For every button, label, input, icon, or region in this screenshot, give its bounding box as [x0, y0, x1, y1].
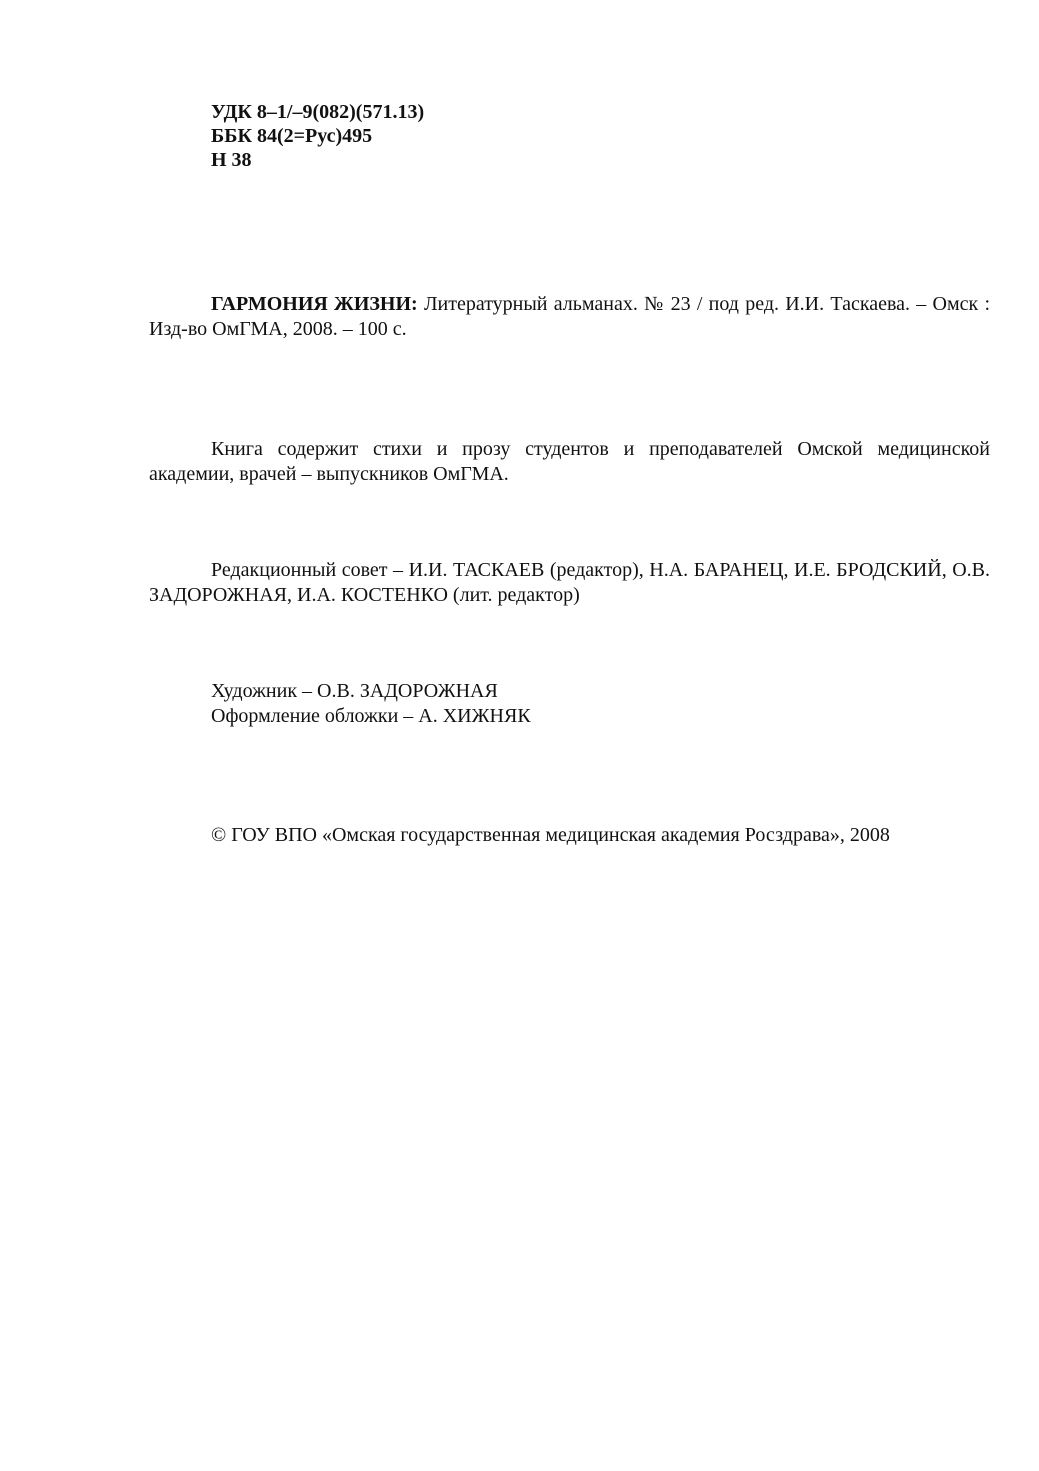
- author-mark: Н 38: [211, 149, 252, 171]
- book-description: Книга содержит стихи и прозу студентов и преподавателей Омской медицинской академии, врачей – выпускников ОмГМА.: [149, 438, 990, 485]
- udk-code: УДК 8–1/–9(082)(571.13): [211, 101, 425, 123]
- artist-credit: Художник – О.В. ЗАДОРОЖНАЯ: [211, 680, 498, 702]
- book-title: ГАРМОНИЯ ЖИЗНИ:: [211, 293, 418, 315]
- bibliographic-record: [149, 292, 990, 342]
- credits: [211, 679, 531, 729]
- classification-codes: [211, 100, 424, 172]
- bbk-code: ББК 84(2=Рус)495: [211, 125, 373, 147]
- bibliographic-details: Литературный альманах. № 23 / под ред. И.И. Таскаева. – Омск : Изд-во ОмГМА, 2008. – 100 с.: [149, 293, 990, 340]
- cover-design-credit: Оформление обложки – А. ХИЖНЯК: [211, 705, 531, 727]
- copyright-notice: © ГОУ ВПО «Омская государственная медицинская академия Росздрава», 2008: [211, 824, 890, 846]
- editorial-board: Редакционный совет – И.И. ТАСКАЕВ (редактор), Н.А. БАРАНЕЦ, И.Е. БРОДСКИЙ, О.В. ЗАДОРОЖНАЯ, И.А. КОСТЕНКО (лит. редактор): [149, 559, 990, 606]
